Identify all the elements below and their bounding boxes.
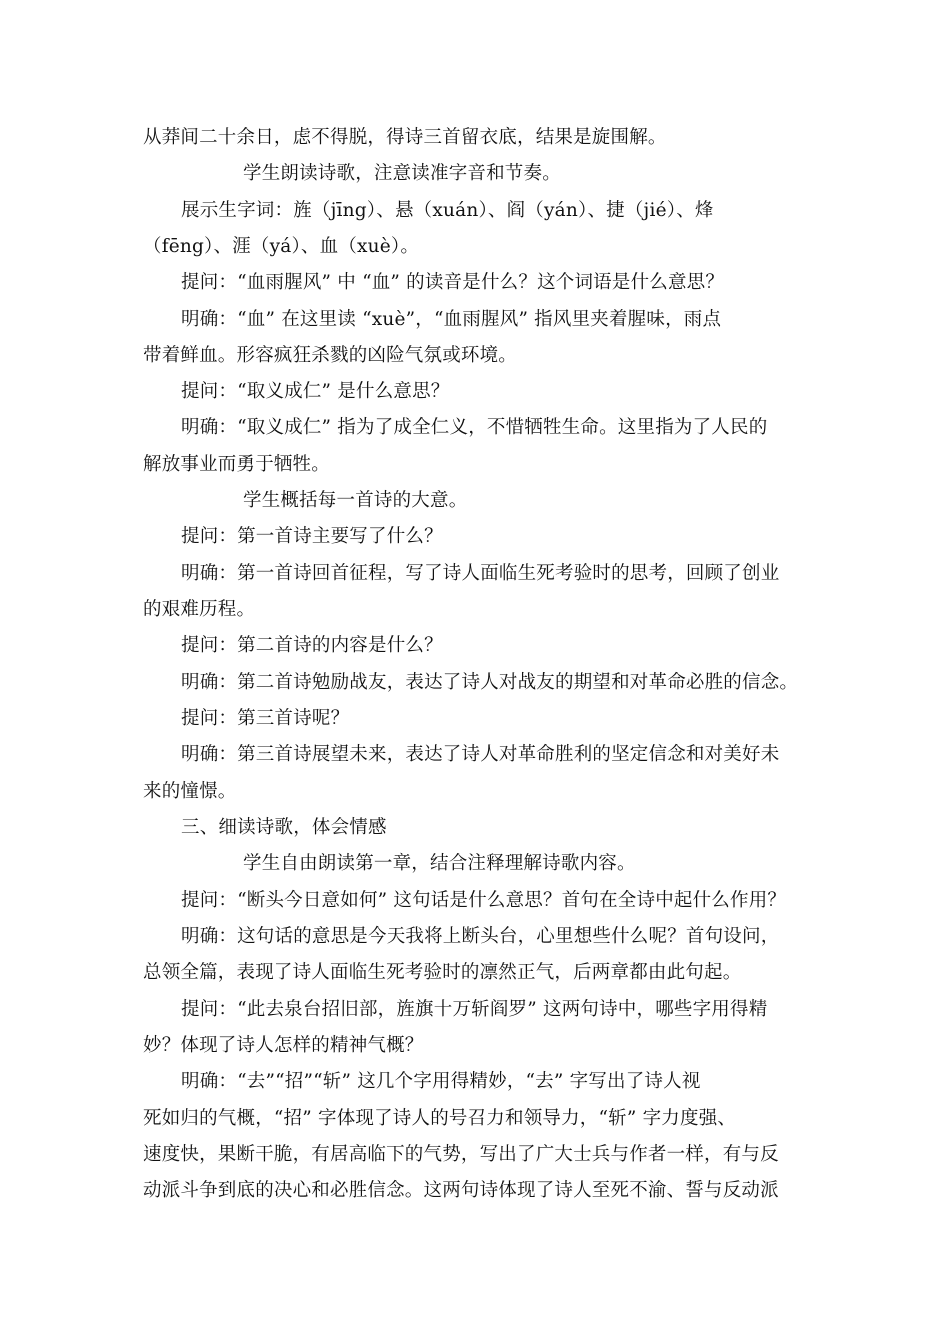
- text-line: 明确：“去”“招”“斩” 这几个字用得精妙，“去” 字写出了诗人视: [181, 1071, 701, 1092]
- text-line: 妙？体现了诗人怎样的精神气概？: [143, 1035, 424, 1056]
- text-line: 带着鲜血。形容疯狂杀戮的凶险气氛或环境。: [143, 345, 518, 366]
- text-line: 动派斗争到底的决心和必胜信念。这两句诗体现了诗人至死不渝、誓与反动派: [143, 1180, 779, 1201]
- text-line: 的艰难历程。: [143, 599, 256, 620]
- text-line: 提问：第三首诗呢？: [181, 708, 350, 729]
- text-line: 解放事业而勇于牺牲。: [143, 454, 331, 475]
- text-line: 明确：“血” 在这里读 “xuè”，“血雨腥风” 指风里夹着腥味，雨点: [181, 309, 722, 330]
- text-line: 学生自由朗读第一章，结合注释理解诗歌内容。: [243, 853, 636, 874]
- text-line: 提问：“血雨腥风” 中 “血” 的读音是什么？这个词语是什么意思？: [181, 272, 725, 293]
- text-line: 死如归的气概，“招” 字体现了诗人的号召力和领导力，“斩” 字力度强、: [143, 1108, 737, 1129]
- text-line: 明确：这句话的意思是今天我将上断头台，心里想些什么呢？首句设问，: [181, 926, 780, 947]
- text-line: 提问：第一首诗主要写了什么？: [181, 526, 443, 547]
- text-line: 明确：第三首诗展望未来，表达了诗人对革命胜利的坚定信念和对美好未: [181, 744, 780, 765]
- text-line: 明确：“取义成仁” 指为了成全仁义，不惜牺牲生命。这里指为了人民的: [181, 417, 768, 438]
- text-line: 来的憧憬。: [143, 781, 237, 802]
- text-line: 学生朗读诗歌，注意读准字音和节奏。: [243, 163, 561, 184]
- text-line: 明确：第一首诗回首征程，写了诗人面临生死考验时的思考，回顾了创业: [181, 563, 780, 584]
- text-line: 展示生字词：旌（jīng）、悬（xuán）、阎（yán）、捷（jié）、烽: [181, 200, 714, 221]
- text-line: 总领全篇，表现了诗人面临生死考验时的凛然正气，后两章都由此句起。: [143, 962, 742, 983]
- text-line: 速度快，果断干脆，有居高临下的气势，写出了广大士兵与作者一样，有与反: [143, 1144, 779, 1165]
- text-line: 提问：第二首诗的内容是什么？: [181, 635, 443, 656]
- text-line: 提问：“断头今日意如何” 这句话是什么意思？首句在全诗中起什么作用？: [181, 890, 787, 911]
- text-line: 明确：第二首诗勉励战友，表达了诗人对战友的期望和对革命必胜的信念。: [181, 672, 799, 693]
- text-line: 提问：“此去泉台招旧部，旌旗十万斩阎罗” 这两句诗中，哪些字用得精: [181, 999, 768, 1020]
- text-line: 从莽间二十余日，虑不得脱，得诗三首留衣底，结果是旋围解。: [143, 127, 667, 148]
- section-heading: 三、细读诗歌，体会情感: [181, 817, 387, 838]
- text-line: 提问：“取义成仁” 是什么意思？: [181, 381, 450, 402]
- text-line: （fēng）、涯（yá）、血（xuè）。: [143, 236, 420, 257]
- text-line: 学生概括每一首诗的大意。: [243, 490, 468, 511]
